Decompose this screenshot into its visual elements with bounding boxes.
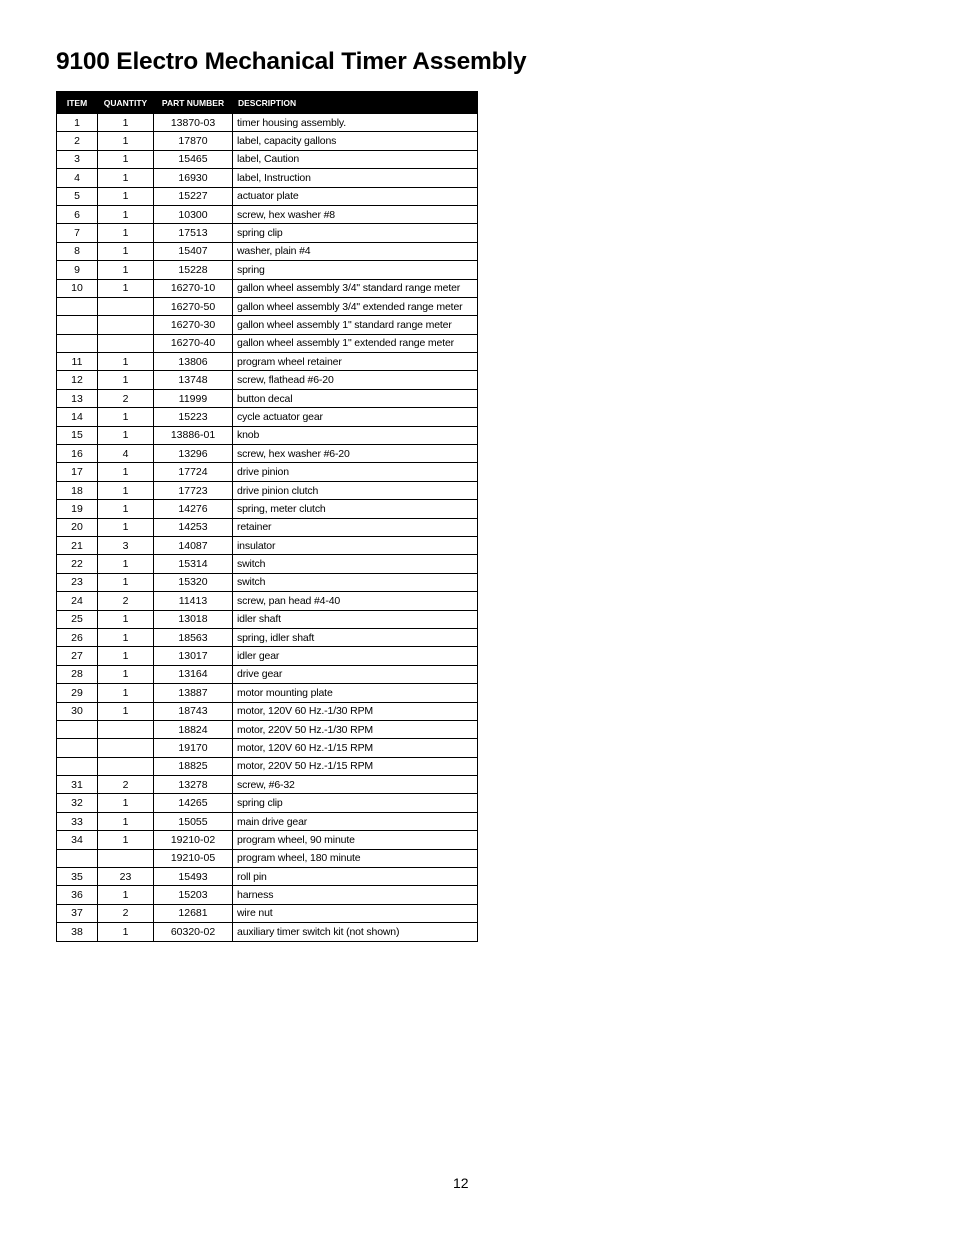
table-row	[57, 812, 478, 830]
quantity-cell: 1	[98, 114, 154, 132]
table-row	[57, 205, 478, 223]
part-number-cell: 13018	[154, 610, 233, 628]
table-row	[57, 868, 478, 886]
part-number-cell: 14253	[154, 518, 233, 536]
item-cell: 35	[57, 868, 98, 886]
description-cell: spring clip	[233, 794, 478, 812]
table-header-row	[57, 92, 478, 114]
part-number-cell: 15055	[154, 812, 233, 830]
part-number-cell: 17870	[154, 132, 233, 150]
item-cell	[57, 757, 98, 775]
parts-table	[56, 91, 478, 942]
description-cell: motor, 120V 60 Hz.-1/30 RPM	[233, 702, 478, 720]
description-cell: label, capacity gallons	[233, 132, 478, 150]
table-row	[57, 426, 478, 444]
description-cell: switch	[233, 555, 478, 573]
part-number-cell: 13748	[154, 371, 233, 389]
table-row	[57, 831, 478, 849]
description-cell: switch	[233, 573, 478, 591]
part-number-cell: 14276	[154, 500, 233, 518]
description-cell: spring, idler shaft	[233, 628, 478, 646]
item-cell: 20	[57, 518, 98, 536]
quantity-cell: 3	[98, 536, 154, 554]
item-cell: 6	[57, 205, 98, 223]
header-quantity: QUANTITY	[98, 92, 154, 114]
header-part-number: PART NUMBER	[154, 92, 233, 114]
table-row	[57, 389, 478, 407]
table-row	[57, 408, 478, 426]
description-cell: idler gear	[233, 647, 478, 665]
table-row	[57, 904, 478, 922]
item-cell: 22	[57, 555, 98, 573]
table-row	[57, 334, 478, 352]
item-cell	[57, 739, 98, 757]
quantity-cell: 1	[98, 665, 154, 683]
quantity-cell: 2	[98, 592, 154, 610]
description-cell: spring, meter clutch	[233, 500, 478, 518]
table-row	[57, 757, 478, 775]
part-number-cell: 15227	[154, 187, 233, 205]
table-row	[57, 481, 478, 499]
table-row	[57, 923, 478, 941]
part-number-cell: 11413	[154, 592, 233, 610]
quantity-cell	[98, 297, 154, 315]
item-cell: 26	[57, 628, 98, 646]
description-cell: insulator	[233, 536, 478, 554]
description-cell: idler shaft	[233, 610, 478, 628]
item-cell: 16	[57, 445, 98, 463]
quantity-cell: 1	[98, 610, 154, 628]
item-cell: 23	[57, 573, 98, 591]
table-row	[57, 132, 478, 150]
table-row	[57, 187, 478, 205]
table-row	[57, 794, 478, 812]
description-cell: label, Caution	[233, 150, 478, 168]
part-number-cell: 13278	[154, 776, 233, 794]
item-cell: 34	[57, 831, 98, 849]
table-row	[57, 169, 478, 187]
item-cell: 1	[57, 114, 98, 132]
table-row	[57, 297, 478, 315]
table-row	[57, 371, 478, 389]
table-row	[57, 150, 478, 168]
description-cell: spring clip	[233, 224, 478, 242]
quantity-cell: 1	[98, 371, 154, 389]
part-number-cell: 14265	[154, 794, 233, 812]
quantity-cell: 1	[98, 923, 154, 941]
item-cell: 5	[57, 187, 98, 205]
item-cell	[57, 297, 98, 315]
description-cell: motor, 220V 50 Hz.-1/30 RPM	[233, 720, 478, 738]
item-cell: 8	[57, 242, 98, 260]
quantity-cell: 1	[98, 481, 154, 499]
table-row	[57, 242, 478, 260]
quantity-cell: 2	[98, 776, 154, 794]
table-row	[57, 463, 478, 481]
quantity-cell: 1	[98, 426, 154, 444]
description-cell: washer, plain #4	[233, 242, 478, 260]
part-number-cell: 15228	[154, 261, 233, 279]
description-cell: screw, flathead #6-20	[233, 371, 478, 389]
quantity-cell: 1	[98, 518, 154, 536]
part-number-cell: 16930	[154, 169, 233, 187]
part-number-cell: 15465	[154, 150, 233, 168]
quantity-cell: 1	[98, 279, 154, 297]
quantity-cell: 1	[98, 463, 154, 481]
part-number-cell: 15493	[154, 868, 233, 886]
table-row	[57, 261, 478, 279]
part-number-cell: 13806	[154, 353, 233, 371]
table-row	[57, 536, 478, 554]
quantity-cell: 1	[98, 573, 154, 591]
description-cell: screw, hex washer #8	[233, 205, 478, 223]
quantity-cell: 1	[98, 812, 154, 830]
table-body	[57, 114, 478, 942]
page-title: 9100 Electro Mechanical Timer Assembly	[56, 48, 527, 75]
table-row	[57, 665, 478, 683]
table-row	[57, 647, 478, 665]
item-cell: 37	[57, 904, 98, 922]
item-cell: 17	[57, 463, 98, 481]
part-number-cell: 16270-30	[154, 316, 233, 334]
item-cell: 10	[57, 279, 98, 297]
description-cell: program wheel retainer	[233, 353, 478, 371]
part-number-cell: 13887	[154, 684, 233, 702]
part-number-cell: 11999	[154, 389, 233, 407]
part-number-cell: 18563	[154, 628, 233, 646]
quantity-cell	[98, 739, 154, 757]
item-cell: 14	[57, 408, 98, 426]
part-number-cell: 60320-02	[154, 923, 233, 941]
description-cell: gallon wheel assembly 1" standard range meter	[233, 316, 478, 334]
part-number-cell: 13017	[154, 647, 233, 665]
part-number-cell: 16270-10	[154, 279, 233, 297]
item-cell: 32	[57, 794, 98, 812]
quantity-cell: 1	[98, 684, 154, 702]
description-cell: program wheel, 180 minute	[233, 849, 478, 867]
table-row	[57, 702, 478, 720]
part-number-cell: 19210-05	[154, 849, 233, 867]
part-number-cell: 17723	[154, 481, 233, 499]
description-cell: motor, 120V 60 Hz.-1/15 RPM	[233, 739, 478, 757]
part-number-cell: 18824	[154, 720, 233, 738]
description-cell: gallon wheel assembly 1" extended range meter	[233, 334, 478, 352]
table-row	[57, 684, 478, 702]
part-number-cell: 15203	[154, 886, 233, 904]
quantity-cell: 1	[98, 831, 154, 849]
quantity-cell: 23	[98, 868, 154, 886]
description-cell: screw, #6-32	[233, 776, 478, 794]
item-cell: 31	[57, 776, 98, 794]
part-number-cell: 13870-03	[154, 114, 233, 132]
description-cell: drive gear	[233, 665, 478, 683]
quantity-cell: 1	[98, 628, 154, 646]
quantity-cell	[98, 316, 154, 334]
description-cell: motor, 220V 50 Hz.-1/15 RPM	[233, 757, 478, 775]
description-cell: button decal	[233, 389, 478, 407]
part-number-cell: 16270-50	[154, 297, 233, 315]
quantity-cell: 1	[98, 353, 154, 371]
part-number-cell: 12681	[154, 904, 233, 922]
description-cell: cycle actuator gear	[233, 408, 478, 426]
item-cell: 9	[57, 261, 98, 279]
description-cell: screw, pan head #4-40	[233, 592, 478, 610]
quantity-cell: 1	[98, 702, 154, 720]
description-cell: knob	[233, 426, 478, 444]
description-cell: drive pinion clutch	[233, 481, 478, 499]
item-cell	[57, 849, 98, 867]
page-number: 12	[453, 1175, 469, 1191]
part-number-cell: 15407	[154, 242, 233, 260]
item-cell: 4	[57, 169, 98, 187]
quantity-cell: 1	[98, 205, 154, 223]
table-row	[57, 500, 478, 518]
table-row	[57, 720, 478, 738]
quantity-cell: 1	[98, 261, 154, 279]
description-cell: actuator plate	[233, 187, 478, 205]
item-cell: 33	[57, 812, 98, 830]
quantity-cell: 1	[98, 169, 154, 187]
item-cell: 12	[57, 371, 98, 389]
header-item: ITEM	[57, 92, 98, 114]
item-cell: 27	[57, 647, 98, 665]
table-row	[57, 592, 478, 610]
table-row	[57, 518, 478, 536]
quantity-cell	[98, 849, 154, 867]
part-number-cell: 13886-01	[154, 426, 233, 444]
item-cell: 18	[57, 481, 98, 499]
description-cell: motor mounting plate	[233, 684, 478, 702]
quantity-cell: 1	[98, 150, 154, 168]
quantity-cell: 1	[98, 242, 154, 260]
table-row	[57, 224, 478, 242]
description-cell: roll pin	[233, 868, 478, 886]
item-cell: 19	[57, 500, 98, 518]
quantity-cell	[98, 757, 154, 775]
table-row	[57, 555, 478, 573]
description-cell: gallon wheel assembly 3/4" standard range meter	[233, 279, 478, 297]
item-cell: 13	[57, 389, 98, 407]
table-row	[57, 573, 478, 591]
part-number-cell: 15223	[154, 408, 233, 426]
item-cell: 30	[57, 702, 98, 720]
table-row	[57, 739, 478, 757]
quantity-cell: 2	[98, 389, 154, 407]
quantity-cell: 2	[98, 904, 154, 922]
description-cell: spring	[233, 261, 478, 279]
item-cell: 11	[57, 353, 98, 371]
table-row	[57, 849, 478, 867]
part-number-cell: 13164	[154, 665, 233, 683]
item-cell: 21	[57, 536, 98, 554]
part-number-cell: 18825	[154, 757, 233, 775]
description-cell: gallon wheel assembly 3/4" extended range meter	[233, 297, 478, 315]
item-cell: 28	[57, 665, 98, 683]
quantity-cell: 4	[98, 445, 154, 463]
item-cell: 2	[57, 132, 98, 150]
item-cell: 29	[57, 684, 98, 702]
item-cell: 38	[57, 923, 98, 941]
table-row	[57, 279, 478, 297]
part-number-cell: 17513	[154, 224, 233, 242]
part-number-cell: 10300	[154, 205, 233, 223]
quantity-cell: 1	[98, 224, 154, 242]
table-row	[57, 353, 478, 371]
description-cell: wire nut	[233, 904, 478, 922]
table-row	[57, 445, 478, 463]
table-row	[57, 628, 478, 646]
quantity-cell: 1	[98, 187, 154, 205]
part-number-cell: 13296	[154, 445, 233, 463]
item-cell	[57, 334, 98, 352]
quantity-cell: 1	[98, 408, 154, 426]
table-row	[57, 610, 478, 628]
part-number-cell: 14087	[154, 536, 233, 554]
item-cell: 36	[57, 886, 98, 904]
item-cell: 15	[57, 426, 98, 444]
quantity-cell: 1	[98, 132, 154, 150]
part-number-cell: 18743	[154, 702, 233, 720]
item-cell	[57, 316, 98, 334]
description-cell: drive pinion	[233, 463, 478, 481]
part-number-cell: 16270-40	[154, 334, 233, 352]
description-cell: label, Instruction	[233, 169, 478, 187]
quantity-cell: 1	[98, 886, 154, 904]
description-cell: retainer	[233, 518, 478, 536]
description-cell: program wheel, 90 minute	[233, 831, 478, 849]
header-description: DESCRIPTION	[233, 92, 478, 114]
table-row	[57, 114, 478, 132]
description-cell: timer housing assembly.	[233, 114, 478, 132]
table-row	[57, 886, 478, 904]
description-cell: auxiliary timer switch kit (not shown)	[233, 923, 478, 941]
part-number-cell: 15320	[154, 573, 233, 591]
part-number-cell: 19170	[154, 739, 233, 757]
description-cell: main drive gear	[233, 812, 478, 830]
quantity-cell: 1	[98, 794, 154, 812]
item-cell: 24	[57, 592, 98, 610]
item-cell: 7	[57, 224, 98, 242]
part-number-cell: 17724	[154, 463, 233, 481]
quantity-cell: 1	[98, 500, 154, 518]
quantity-cell: 1	[98, 647, 154, 665]
description-cell: harness	[233, 886, 478, 904]
description-cell: screw, hex washer #6-20	[233, 445, 478, 463]
part-number-cell: 15314	[154, 555, 233, 573]
item-cell: 3	[57, 150, 98, 168]
table-row	[57, 316, 478, 334]
item-cell: 25	[57, 610, 98, 628]
table-row	[57, 776, 478, 794]
item-cell	[57, 720, 98, 738]
quantity-cell	[98, 334, 154, 352]
quantity-cell	[98, 720, 154, 738]
part-number-cell: 19210-02	[154, 831, 233, 849]
quantity-cell: 1	[98, 555, 154, 573]
